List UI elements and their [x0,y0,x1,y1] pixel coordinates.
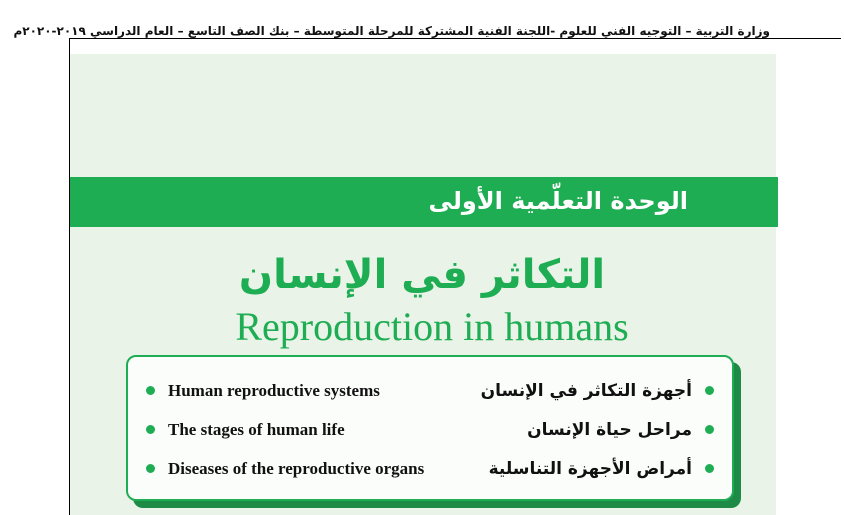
topic-english: Diseases of the reproductive organs [168,458,425,478]
topic-arabic: مراحل حياة الإنسان [527,419,692,440]
topic-english: Human reproductive systems [168,380,380,400]
list-item [454,410,714,449]
topics-box [126,355,734,501]
topics-english-list [146,371,466,488]
list-item [146,449,466,488]
document-header: وزارة التربية – التوجيه الفني للعلوم -اللجنة الفنية المشتركة للمرحلة المتوسطة – بنك الصف التاسع – العام الدراسي ٢٠١٩-٢٠٢٠م [13,24,770,38]
topic-english: The stages of human life [168,419,345,439]
title-arabic: التكاثر في الإنسان [238,252,606,298]
bullet-icon [146,464,155,473]
bullet-icon [146,386,155,395]
bullet-icon [705,386,714,395]
list-item [454,371,714,410]
list-item [146,371,466,410]
bullet-icon [705,425,714,434]
topics-arabic-list [454,371,714,488]
list-item [454,449,714,488]
list-item [146,410,466,449]
page-frame-top [69,38,841,39]
topic-arabic: أجهزة التكاثر في الإنسان [480,380,692,401]
unit-label: الوحدة التعلّمية الأولى [428,187,688,215]
unit-banner [70,177,778,227]
topic-arabic: أمراض الأجهزة التناسلية [488,458,692,479]
bullet-icon [146,425,155,434]
bullet-icon [705,464,714,473]
title-english: Reproduction in humans [235,304,629,349]
